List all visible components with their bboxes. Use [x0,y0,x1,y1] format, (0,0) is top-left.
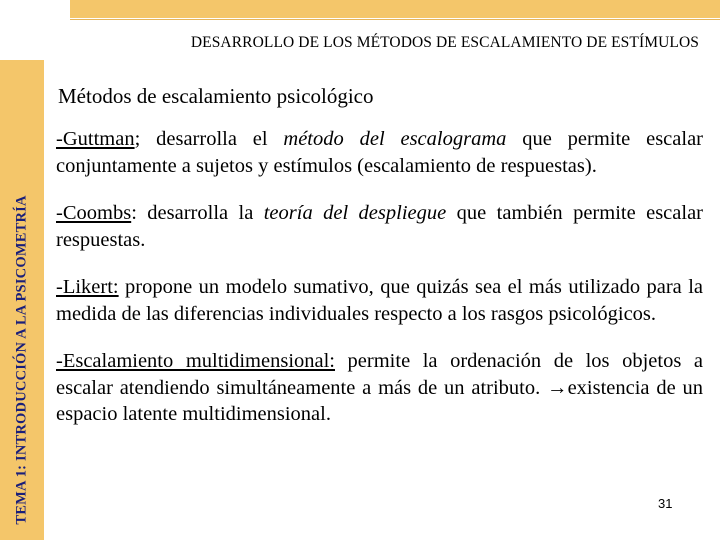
sidebar-topic-label: TEMA 1: INTRODUCCIÓN A LA PSICOMETRÍA [13,195,30,525]
paragraph-multidimensional: -Escalamiento multidimensional: permite la ordenación de los objetos a escalar atendiendo simultáneamente a más de un atributo. →existencia de un espacio latente multidimensional. [56,350,703,425]
paragraph-likert: -Likert: propone un modelo sumativo, que quizás sea el más utilizado para la medida de las diferencias individuales respecto a los rasgos psicológicos. [56,276,703,325]
author-likert: -Likert: [56,276,119,298]
term-multidimensional: -Escalamiento multidimensional: [56,350,335,372]
emphasis-escalograma: método del escalograma [283,128,507,150]
emphasis-despliegue: teoría del despliegue [263,202,447,224]
section-subtitle: Métodos de escalamiento psicológico [58,84,374,108]
page-title: DESARROLLO DE LOS MÉTODOS DE ESCALAMIENTO DE ESTÍMULOS [190,34,699,51]
header-rule [70,19,720,20]
author-coombs: -Coombs [56,202,132,224]
author-guttman: -Guttman [56,128,135,150]
content-body [56,126,703,449]
sidebar-band [0,60,44,540]
paragraph-coombs: -Coombs: desarrolla la teoría del despliegue que también permite escalar respuestas. [56,202,703,251]
header-accent-bar [70,0,720,18]
page-number: 31 [658,496,673,511]
arrow-right-icon: → [547,376,568,399]
paragraph-guttman: -Guttman; desarrolla el método del escalograma que permite escalar conjuntamente a sujetos y estímulos (escalamiento de respuestas). [56,128,703,177]
